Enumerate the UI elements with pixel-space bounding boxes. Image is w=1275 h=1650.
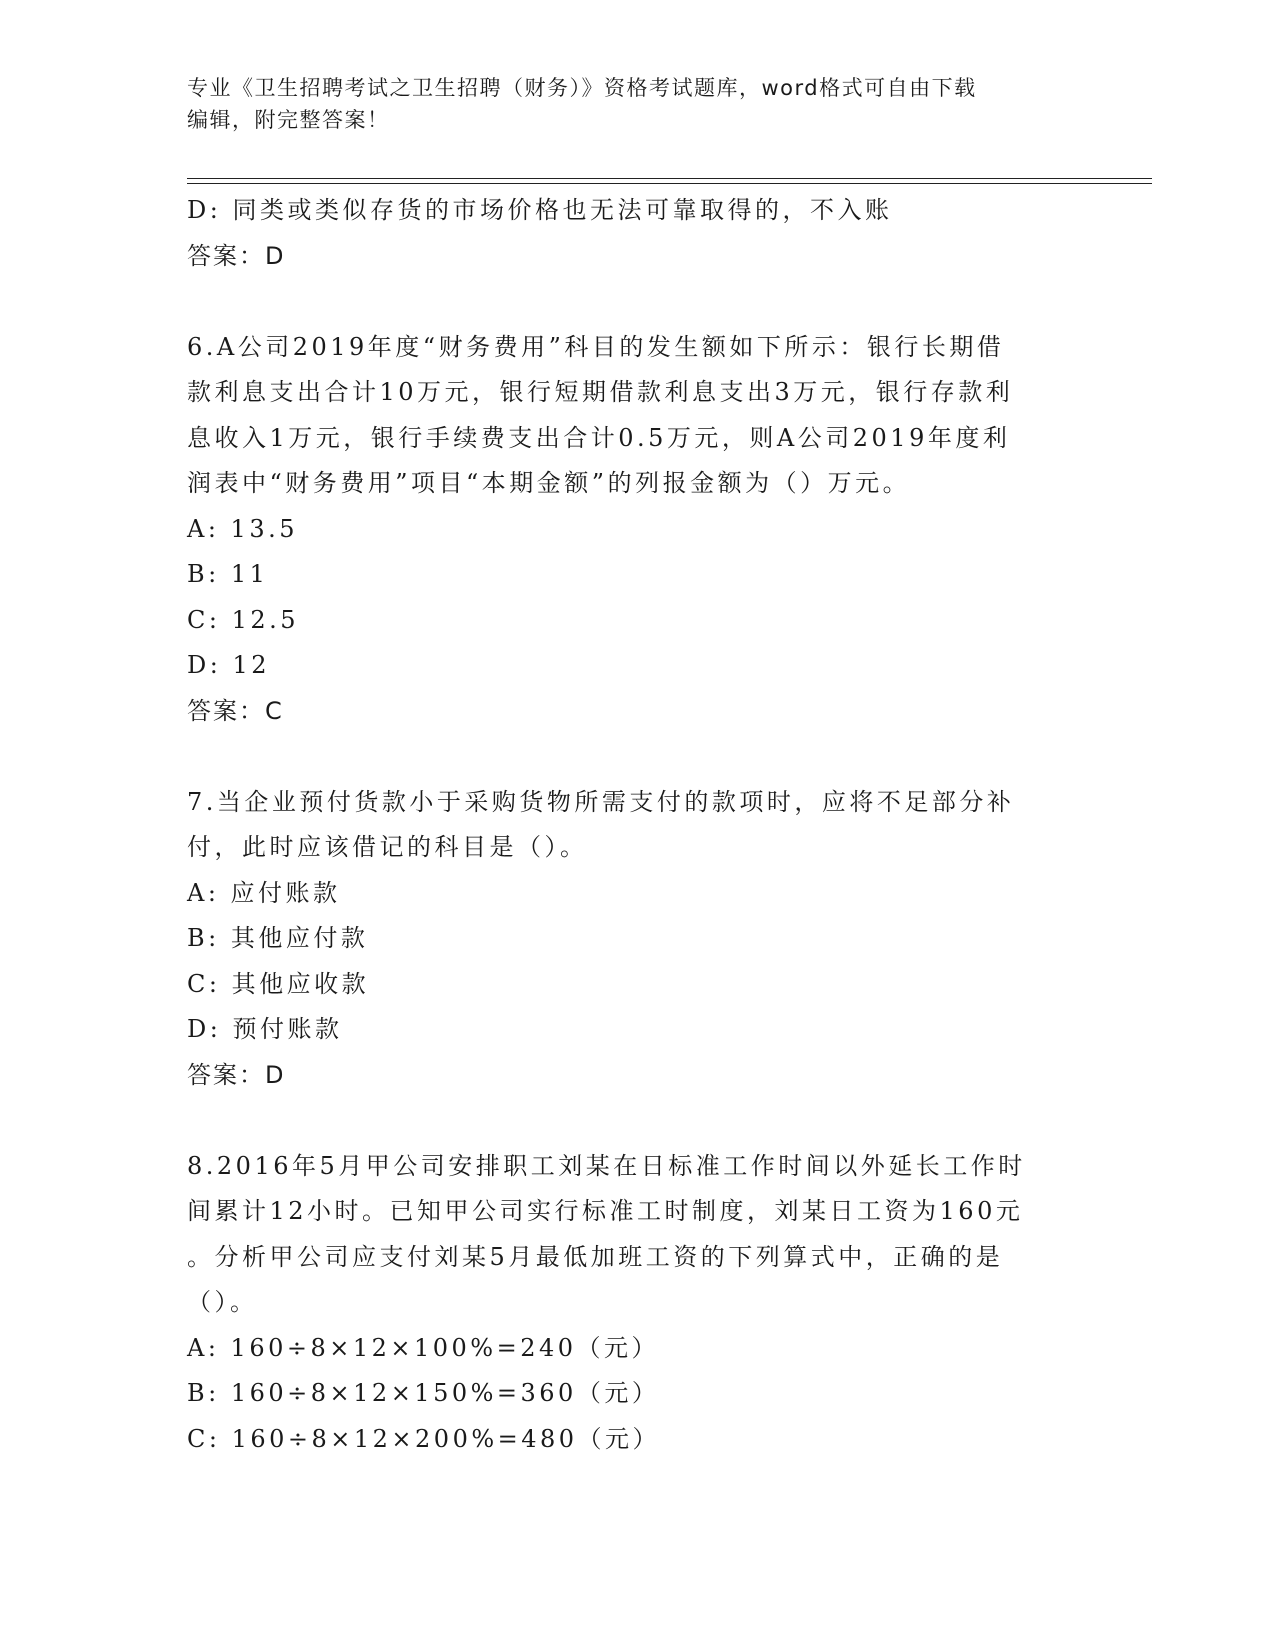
option-d: D: 同类或类似存货的市场价格也无法可靠取得的，不入账 xyxy=(187,196,893,224)
question-text-line: 8.2016年5月甲公司安排职工刘某在日标准工作时间以外延长工作时 xyxy=(187,1151,1026,1180)
question-7 xyxy=(187,780,1087,1099)
option-d: D: 预付账款 xyxy=(187,1015,343,1043)
question-text-line: 款利息支出合计10万元，银行短期借款利息支出3万元，银行存款利 xyxy=(187,378,1014,406)
question-text-line: 6.A公司2019年度“财务费用”科目的发生额如下所示：银行长期借 xyxy=(187,332,1005,361)
option-d: D: 12 xyxy=(187,651,270,679)
header-rule-top xyxy=(187,178,1152,179)
header-line-2: 编辑，附完整答案！ xyxy=(187,108,390,132)
option-c: C: 160÷8×12×200%=480（元） xyxy=(187,1424,661,1453)
question-content xyxy=(187,188,1087,1462)
question-8 xyxy=(187,1144,1087,1463)
spacer xyxy=(187,1098,1087,1144)
answer: 答案：C xyxy=(187,696,284,725)
spacer xyxy=(187,279,1087,325)
previous-question xyxy=(187,188,1087,279)
option-b: B: 160÷8×12×150%=360（元） xyxy=(187,1379,660,1407)
option-c: C: 其他应收款 xyxy=(187,969,370,998)
question-text-line: 7.当企业预付货款小于采购货物所需支付的款项时，应将不足部分补 xyxy=(187,787,1015,816)
question-text-line: 息收入1万元，银行手续费支出合计0.5万元，则A公司2019年度利 xyxy=(187,423,1011,452)
document-header xyxy=(187,72,1087,136)
question-text-line: 付，此时应该借记的科目是（）。 xyxy=(187,833,588,861)
question-text-line: （）。 xyxy=(187,1288,258,1316)
question-text-line: 间累计12小时。已知甲公司实行标准工时制度，刘某日工资为160元 xyxy=(187,1197,1024,1225)
header-line-1: 专业《卫生招聘考试之卫生招聘（财务）》资格考试题库，word格式可自由下载 xyxy=(187,76,977,100)
question-text-line: 润表中“财务费用”项目“本期金额”的列报金额为（）万元。 xyxy=(187,469,911,497)
option-a: A: 160÷8×12×100%=240（元） xyxy=(187,1333,660,1362)
header-rule-bottom xyxy=(187,183,1152,184)
question-6 xyxy=(187,325,1087,735)
option-a: A: 13.5 xyxy=(187,514,298,543)
question-text-line: 。分析甲公司应支付刘某5月最低加班工资的下列算式中，正确的是 xyxy=(187,1242,1004,1271)
option-a: A: 应付账款 xyxy=(187,878,341,907)
option-b: B: 11 xyxy=(187,560,269,588)
option-c: C: 12.5 xyxy=(187,605,300,634)
spacer xyxy=(187,734,1087,780)
answer: 答案：D xyxy=(187,241,286,270)
option-b: B: 其他应付款 xyxy=(187,924,369,952)
answer: 答案：D xyxy=(187,1060,286,1089)
